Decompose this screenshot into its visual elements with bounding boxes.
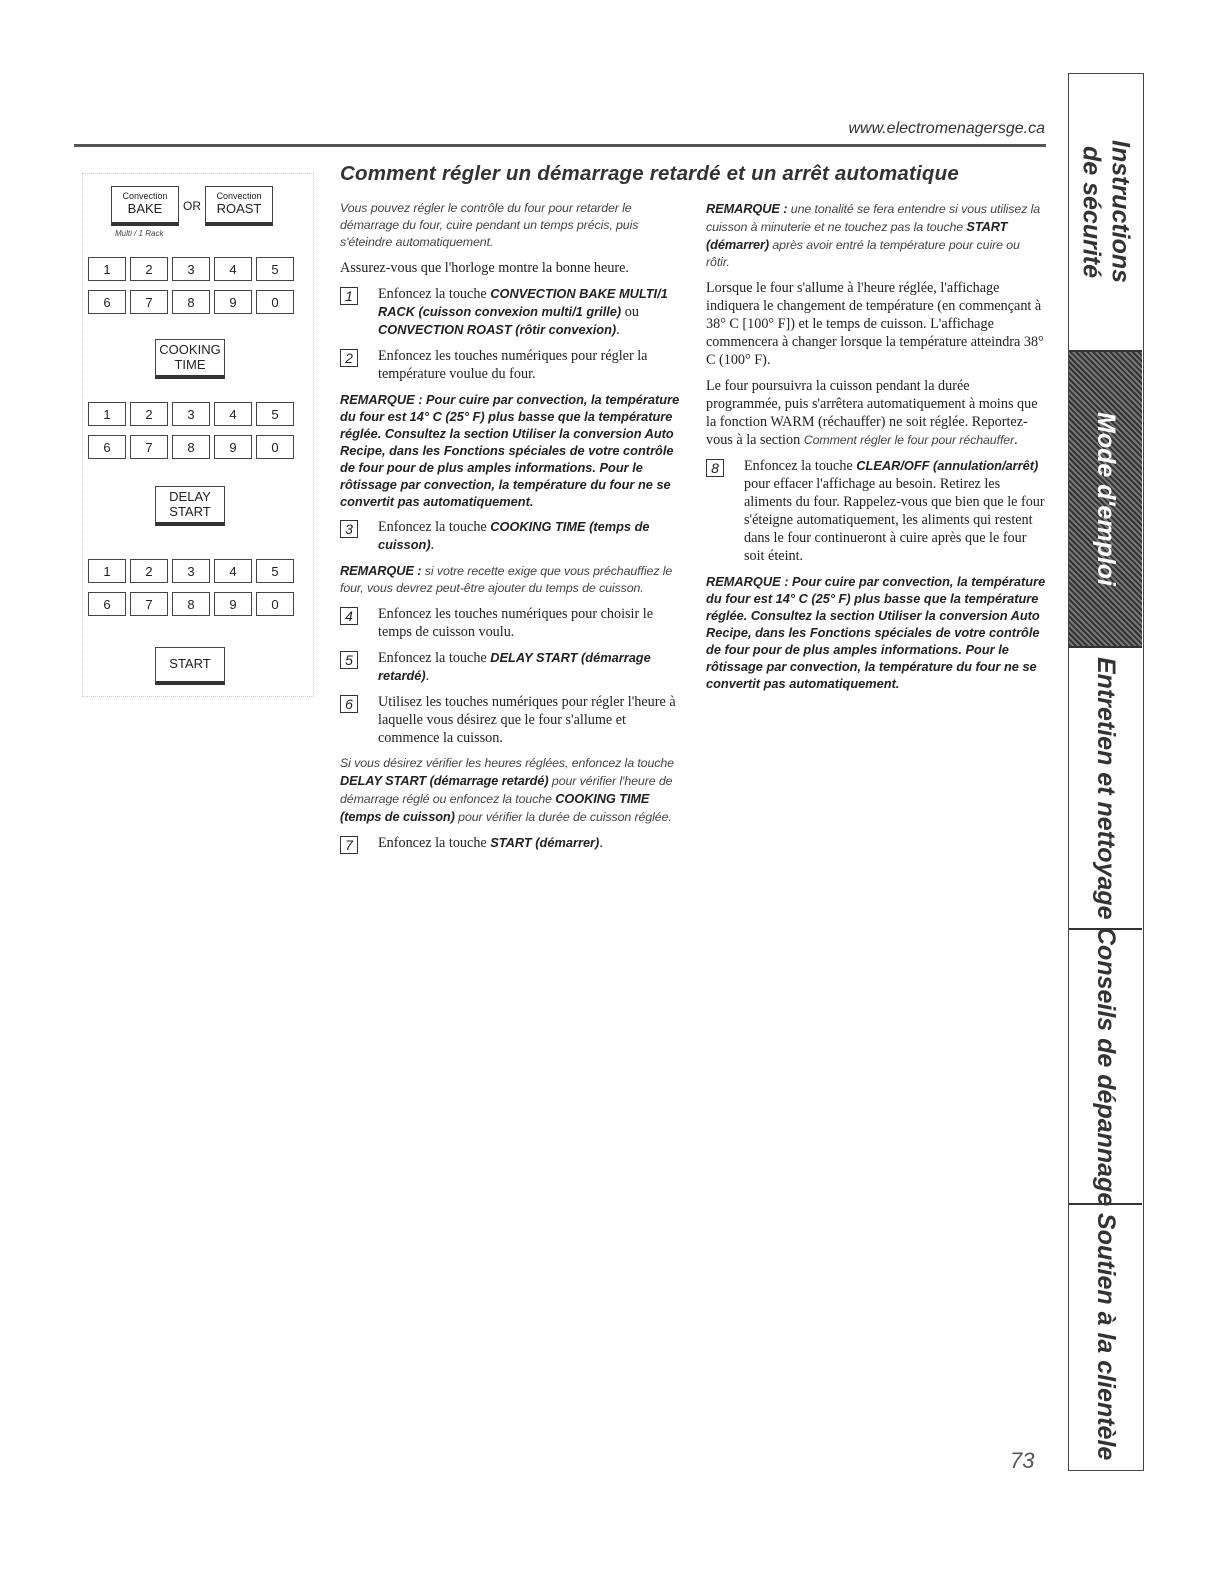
key-5: 5 [256,402,294,426]
key-4: 4 [214,559,252,583]
bake-key-top-label: Convection [122,191,168,202]
key-name: CONVECTION BAKE MULTI/1 RACK (cuisson convexion multi/1 grille) [378,286,668,319]
number-row [88,257,294,281]
step-text: Enfoncez les touches numériques pour choisir le temps de cuisson voulu. [378,606,653,640]
website-url: www.electromenagersge.ca [848,120,1045,137]
column-right [706,200,1046,700]
or-label: OR [183,199,201,213]
key-name: START (démarrer) [490,835,600,850]
note-text: si votre recette exige que vous préchauffiez le four, vous devrez peut-être ajouter du temps de cuisson. [340,564,673,595]
step-number: 2 [340,349,358,367]
step-3 [340,518,680,554]
step-text: Enfoncez les touches numériques pour régler la température voulue du four. [378,348,648,382]
step-text: Enfoncez la touche [378,650,491,666]
intro-paragraph: Vous pouvez régler le contrôle du four pour retarder le démarrage du four, cuire pendant un temps précis, puis s'éteindre automatiquement. [340,201,639,249]
tab-label: Conseils de dépannage [1092,926,1120,1207]
key-1: 1 [88,559,126,583]
tab-care-cleaning[interactable] [1069,648,1142,930]
keypad-illustration [82,173,314,697]
key-4: 4 [214,257,252,281]
step-text: Enfoncez la touche [744,458,857,474]
step-text: pour effacer l'affichage au besoin. Retirez les aliments du four. Rappelez-vous que bien que le four s'éteigne automatiquement, les aliments qui restent dans le four continueront à cuire après que le four soit éteint. [744,476,1045,564]
step-text: Utilisez les touches numériques pour régler l'heure à laquelle vous désirez que le four s'allume et commence la cuisson. [378,694,676,746]
step-1 [340,285,680,339]
step-number: 5 [340,651,358,669]
number-row [88,435,294,459]
paragraph-text: Le four poursuivra la cuisson pendant la durée programmée, puis s'arrêtera automatiquement à moins que la fonction WARM (réchauffer) ne soit réglée. Reportez-vous à la section [706,378,1038,448]
section-reference: Comment régler le four pour réchauffer [803,433,1015,447]
key-3: 3 [172,257,210,281]
key-4: 4 [214,402,252,426]
key-3: 3 [172,559,210,583]
key-9: 9 [214,290,252,314]
step-text: . [599,835,603,851]
key-5: 5 [256,257,294,281]
header-rule [74,144,1046,147]
key-name: DELAY START (démarrage retardé) [378,650,651,683]
tab-label: Entretien et nettoyage [1092,656,1120,920]
step-text: . [425,668,430,684]
key-name: CONVECTION ROAST (rôtir convexion) [378,322,617,337]
key-6: 6 [88,435,126,459]
key-0: 0 [256,290,294,314]
key-0: 0 [256,435,294,459]
convection-note: REMARQUE : Pour cuire par convection, la température du four est 14° C (25° F) plus basse que la température réglée. Consultez la section Utiliser la conversion Auto Recipe, dans les Fonctions spéciales de votre contrôle de four pour de plus amples informations. Pour le rôtissage par convection, la température du four ne se convertit pas automatiquement. [706,574,1046,691]
display-paragraph: Lorsque le four s'allume à l'heure réglée, l'affichage indiquera le changement de température (en commençant à 38° C [100° F]) et le temps de cuisson. L'affichage commencera à changer lorsque la température atteindra 38° C (100° F). [706,280,1044,368]
key-3: 3 [172,402,210,426]
key-name: CLEAR/OFF (annulation/arrêt) [856,458,1039,473]
step-4 [340,605,680,641]
step-text: Enfoncez la touche [378,519,491,535]
note-label: REMARQUE : [706,201,788,216]
delay-key-line2: START [169,503,211,519]
key-2: 2 [130,257,168,281]
start-key [155,647,225,685]
step-text: . [430,537,435,553]
tab-label: Mode d'emploi [1092,412,1120,586]
delay-key-line1: DELAY [169,489,211,505]
paragraph-text: . [1014,432,1018,448]
step-number: 4 [340,607,358,625]
tab-label: Instructions de sécurité [1077,140,1135,284]
tab-label: Soutien à la clientèle [1092,1213,1120,1461]
number-row [88,290,294,314]
warm-paragraph [706,377,1046,449]
note-text: une tonalité se fera entendre si vous utilisez la cuisson à minuterie et ne touchez pas la touche [706,202,1041,234]
step-text: . [616,322,620,338]
step-text: ou [621,304,639,320]
step-number: 6 [340,695,358,713]
page-number: 73 [1010,1448,1035,1473]
key-6: 6 [88,592,126,616]
preheat-note [340,562,680,597]
key-8: 8 [172,435,210,459]
key-name: COOKING TIME (temps de cuisson) [340,791,650,824]
multi-rack-label: Multi / 1 Rack [115,229,164,238]
key-7: 7 [130,290,168,314]
key-0: 0 [256,592,294,616]
delay-start-key [155,486,225,526]
cooking-key-line2: TIME [174,356,206,372]
number-row [88,402,294,426]
clock-paragraph: Assurez-vous que l'horloge montre la bonne heure. [340,260,629,276]
bake-key-label: BAKE [127,201,163,217]
convection-bake-key [111,186,179,226]
number-row [88,592,294,616]
tone-note [706,200,1046,271]
convection-roast-key [205,186,273,226]
note-label: REMARQUE : [340,563,422,578]
step-number: 3 [340,520,358,538]
page-title: Comment régler un démarrage retardé et un arrêt automatique [340,162,959,185]
key-8: 8 [172,592,210,616]
key-5: 5 [256,559,294,583]
check-times-paragraph [340,755,680,826]
convection-note: REMARQUE : Pour cuire par convection, la température du four est 14° C (25° F) plus basse que la température réglée. Consultez la section Utiliser la conversion Auto Recipe, dans les Fonctions spéciales de votre contrôle de four pour de plus amples informations. Pour le rôtissage par convection, la température du four ne se convertit pas automatiquement. [340,392,680,509]
step-5 [340,649,680,685]
step-8 [706,457,1046,565]
cooking-key-line1: COOKING [159,342,221,358]
key-name: DELAY START (démarrage retardé) [340,773,549,788]
step-text: Enfoncez la touche [378,286,491,302]
step-number: 7 [340,836,358,854]
tab-operating[interactable] [1069,352,1142,648]
roast-key-top-label: Convection [216,191,262,202]
key-6: 6 [88,290,126,314]
step-7 [340,834,680,852]
column-left [340,200,680,860]
key-2: 2 [130,559,168,583]
step-2 [340,347,680,383]
note-text: après avoir entré la température pour cuire ou rôtir. [706,238,1020,269]
key-1: 1 [88,257,126,281]
start-key-label: START [169,656,211,672]
key-9: 9 [214,592,252,616]
key-name: START (démarrer) [706,219,1008,252]
tab-troubleshooting[interactable] [1069,926,1142,1207]
key-8: 8 [172,290,210,314]
roast-key-label: ROAST [216,201,262,217]
key-name: COOKING TIME (temps de cuisson) [378,519,650,552]
key-9: 9 [214,435,252,459]
check-text: Si vous désirez vérifier les heures réglées, enfoncez la touche [340,756,674,770]
step-number: 8 [706,459,724,477]
step-6 [340,693,680,747]
check-text: pour vérifier l'heure de démarrage réglé ou enfoncez la touche [340,774,673,806]
step-number: 1 [340,287,358,305]
tab-consumer-support[interactable] [1069,1205,1142,1469]
section-tabs [1068,73,1144,1471]
tab-safety[interactable] [1069,74,1142,352]
key-2: 2 [130,402,168,426]
key-7: 7 [130,592,168,616]
cooking-time-key [155,339,225,379]
step-text: Enfoncez la touche [378,835,491,851]
key-1: 1 [88,402,126,426]
check-text: pour vérifier la durée de cuisson réglée. [454,810,672,824]
key-7: 7 [130,435,168,459]
number-row [88,559,294,583]
